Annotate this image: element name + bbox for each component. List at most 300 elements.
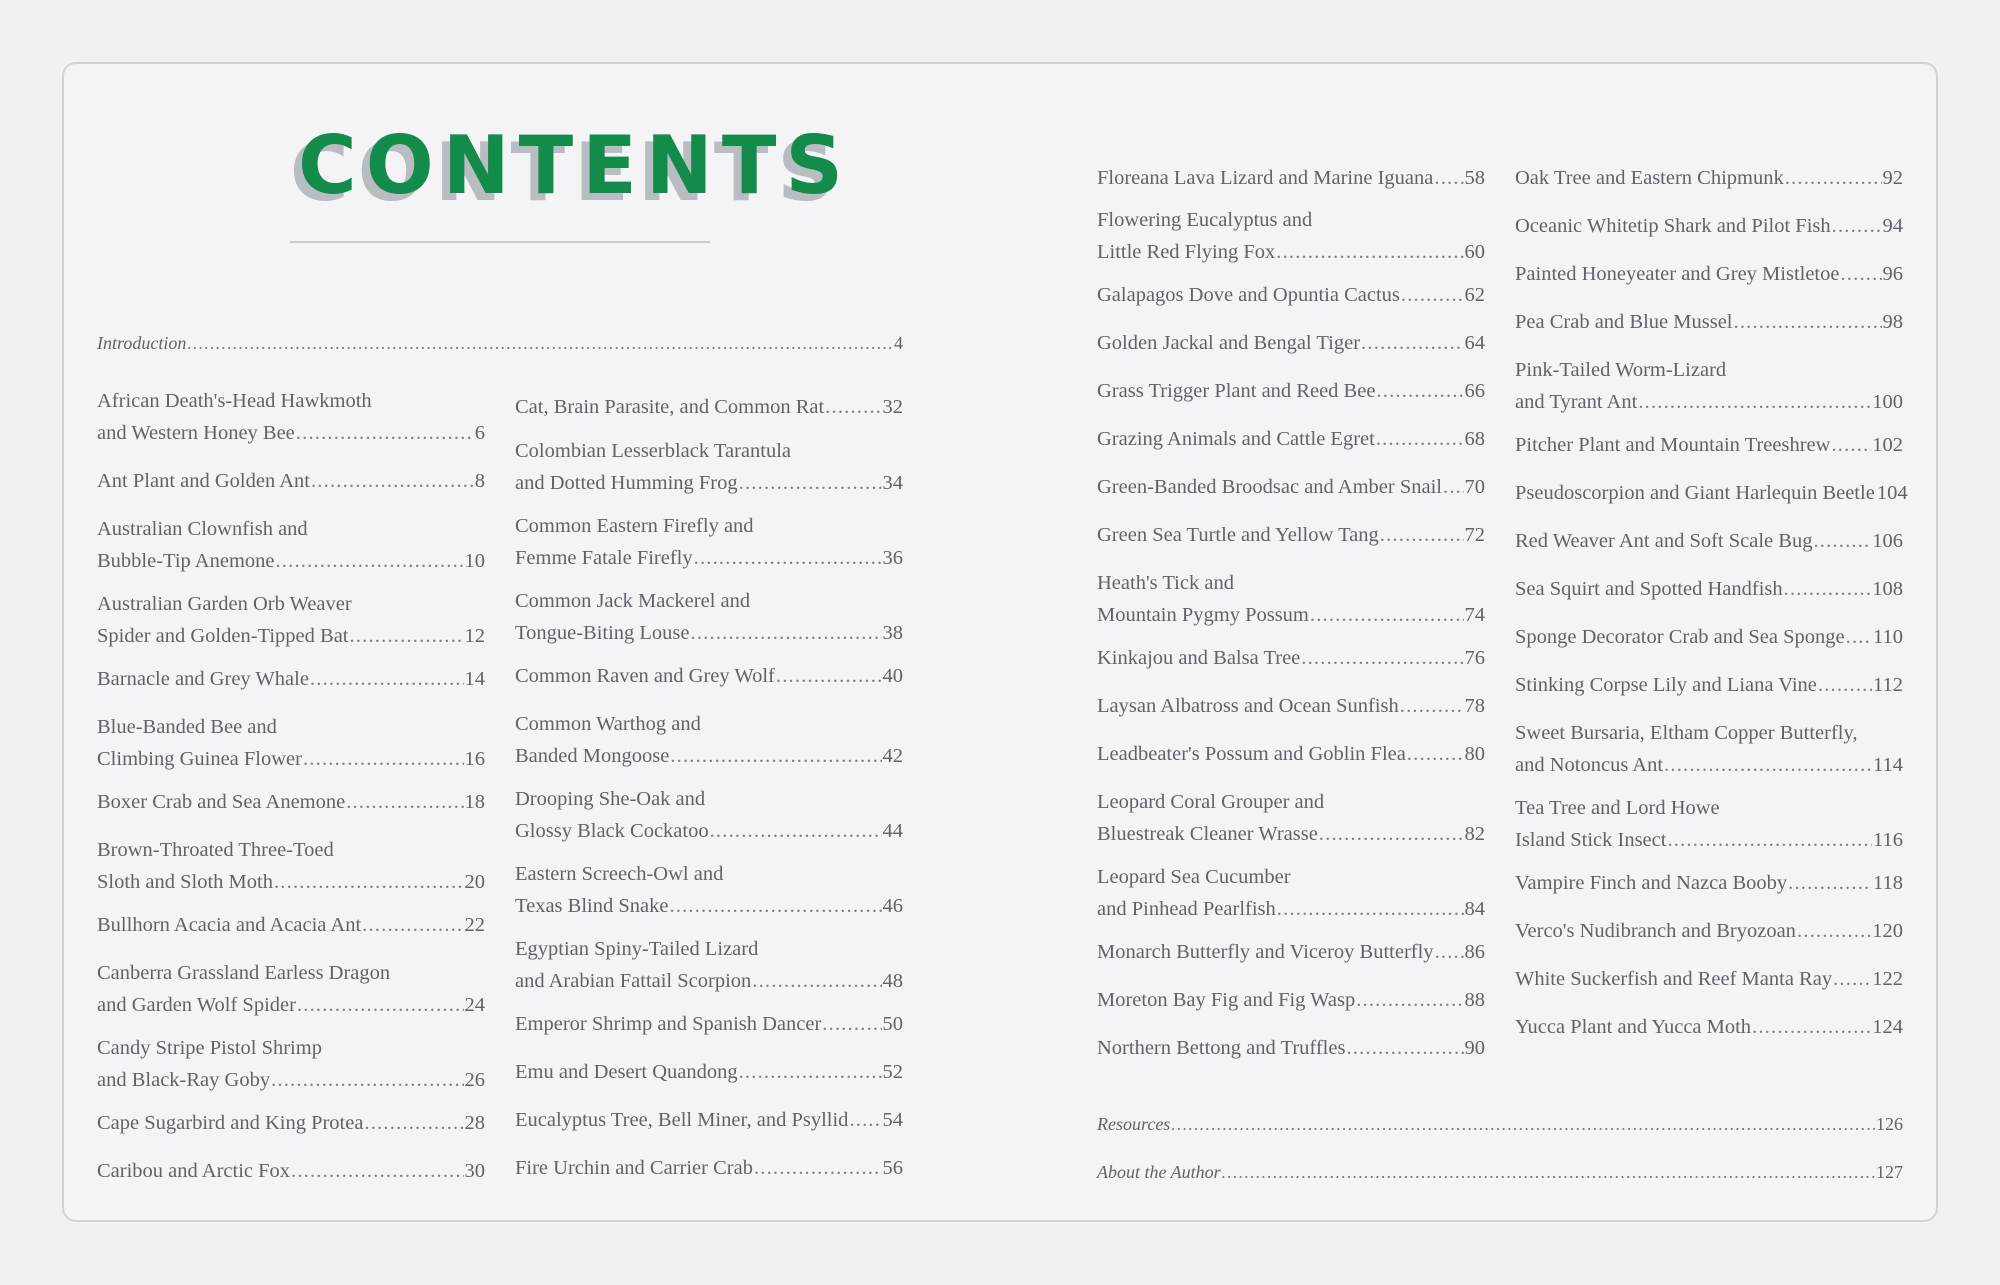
toc-entry-line [515, 391, 903, 423]
toc-entry[interactable] [1097, 786, 1485, 850]
entry-title-text: Australian Garden Orb Weaver [97, 593, 352, 615]
contents-column-2 [515, 385, 903, 1205]
toc-entry-line [1097, 423, 1485, 455]
toc-entry-line [97, 711, 485, 743]
toc-entry[interactable] [1097, 1156, 1903, 1188]
toc-entry[interactable] [1515, 354, 1903, 418]
toc-entry-line [97, 1064, 485, 1096]
toc-entry-line [1515, 963, 1903, 995]
toc-entry-line [515, 435, 903, 467]
toc-entry[interactable] [1515, 573, 1903, 605]
toc-entry-line [1097, 236, 1485, 268]
dot-leader [1846, 621, 1872, 653]
dot-leader [1346, 1032, 1463, 1064]
page-number: 70 [1464, 476, 1485, 498]
toc-entry-line [515, 890, 903, 922]
toc-entry-line [1515, 824, 1903, 856]
entry-title-text: and Western Honey Bee [97, 422, 295, 444]
page-number: 24 [464, 994, 485, 1016]
page-number: 126 [1876, 1114, 1903, 1134]
entry-title-text: Spider and Golden-Tipped Bat [97, 625, 349, 647]
page-number: 54 [882, 1109, 903, 1131]
entry-title-text: Leadbeater's Possum and Goblin Flea [1097, 743, 1406, 765]
entry-title-text: Yucca Plant and Yucca Moth [1515, 1016, 1752, 1038]
page-number: 66 [1464, 380, 1485, 402]
toc-entry[interactable] [1515, 306, 1903, 338]
toc-entry[interactable] [1515, 963, 1903, 995]
page-number: 10 [464, 550, 485, 572]
toc-entry-line [97, 989, 485, 1021]
toc-entry[interactable] [1097, 1108, 1903, 1140]
page-number: 78 [1464, 695, 1485, 717]
toc-entry[interactable] [1097, 738, 1485, 770]
dot-leader [1400, 690, 1464, 722]
entry-title-text: Australian Clownfish and [97, 518, 308, 540]
toc-entry[interactable] [1515, 525, 1903, 557]
entry-title-text: Bluestreak Cleaner Wrasse [1097, 823, 1318, 845]
entry-title-text: Colombian Lesserblack Tarantula [515, 440, 791, 462]
page-number: 80 [1464, 743, 1485, 765]
toc-entry-line [1097, 162, 1485, 194]
dot-leader [754, 1152, 882, 1184]
entry-title-text: Monarch Butterfly and Viceroy Butterfly [1097, 941, 1434, 963]
page-number: 96 [1882, 263, 1903, 285]
toc-entry[interactable] [515, 391, 903, 423]
toc-entry-line [1097, 567, 1485, 599]
toc-entry[interactable] [515, 585, 903, 649]
entry-title-text: Sea Squirt and Spotted Handfish [1515, 578, 1783, 600]
dot-leader [1276, 236, 1463, 268]
page-number: 36 [882, 547, 903, 569]
page-number: 100 [1872, 391, 1903, 413]
dot-leader [822, 1008, 881, 1040]
toc-entry[interactable] [1515, 621, 1903, 653]
entry-title-text: About the Author [1097, 1162, 1221, 1182]
entry-title-text: Drooping She-Oak and [515, 788, 706, 810]
toc-entry[interactable] [1097, 1032, 1485, 1064]
toc-entry-line [515, 467, 903, 499]
toc-entry[interactable] [1515, 477, 1908, 509]
dot-leader [1222, 1156, 1875, 1188]
toc-entry-line [1097, 690, 1485, 722]
dot-leader [1301, 642, 1463, 674]
page-number: 120 [1872, 920, 1903, 942]
toc-entry-line [1515, 386, 1903, 418]
toc-entry[interactable] [1097, 162, 1485, 194]
toc-entry[interactable] [1515, 915, 1903, 947]
dot-leader [297, 989, 464, 1021]
dot-leader [1356, 984, 1463, 1016]
dot-leader [274, 866, 464, 898]
toc-entry[interactable] [1097, 204, 1485, 268]
toc-entry-line [515, 965, 903, 997]
page-number: 8 [474, 470, 485, 492]
toc-entry-line [1097, 818, 1485, 850]
toc-entry-line [1097, 1156, 1903, 1188]
toc-entry-line [515, 815, 903, 847]
page-number: 72 [1464, 524, 1485, 546]
toc-entry-line [1097, 936, 1485, 968]
dot-leader [670, 740, 881, 772]
entry-title-text: Climbing Guinea Flower [97, 748, 302, 770]
toc-entry-line [1515, 749, 1903, 781]
toc-entry[interactable] [1097, 690, 1485, 722]
toc-entry[interactable] [97, 1032, 485, 1096]
entry-title-text: Northern Bettong and Truffles [1097, 1037, 1346, 1059]
entry-title-text: White Suckerfish and Reef Manta Ray [1515, 968, 1833, 990]
toc-entry[interactable] [1515, 717, 1903, 781]
dot-leader [710, 815, 882, 847]
entry-title-text: Bubble-Tip Anemone [97, 550, 275, 572]
toc-entry[interactable] [1097, 375, 1485, 407]
entry-title-text: Introduction [97, 333, 187, 353]
entry-title-text: Vampire Finch and Nazca Booby [1515, 872, 1788, 894]
page-number: 88 [1464, 989, 1485, 1011]
contents-column-4 [1515, 162, 1908, 1062]
toc-entry-line [515, 617, 903, 649]
dot-leader [271, 1064, 463, 1096]
toc-entry[interactable] [515, 708, 903, 772]
page-number: 68 [1464, 428, 1485, 450]
entry-title-text: Boxer Crab and Sea Anemone [97, 791, 346, 813]
entry-title-text: Pseudoscorpion and Giant Harlequin Beetle [1515, 482, 1875, 504]
entry-title-text: Painted Honeyeater and Grey Mistletoe [1515, 263, 1840, 285]
toc-entry[interactable] [97, 957, 485, 1021]
toc-entry[interactable] [1097, 327, 1485, 359]
page-number: 20 [464, 871, 485, 893]
toc-entry[interactable] [1097, 936, 1485, 968]
dot-leader [1376, 423, 1464, 455]
page-number: 106 [1872, 530, 1903, 552]
toc-entry-line [1097, 471, 1485, 503]
page-number: 4 [894, 333, 903, 353]
entry-title-text: Pea Crab and Blue Mussel [1515, 311, 1733, 333]
dot-leader [1797, 915, 1871, 947]
dot-leader [1319, 818, 1464, 850]
page-number: 32 [882, 396, 903, 418]
toc-entry[interactable] [1515, 867, 1903, 899]
toc-entry-line [1515, 354, 1903, 386]
page-number: 52 [882, 1061, 903, 1083]
page-number: 124 [1872, 1016, 1903, 1038]
toc-entry[interactable] [97, 1155, 485, 1187]
dot-leader [346, 786, 463, 818]
page-number: 48 [882, 970, 903, 992]
entry-title-text: Canberra Grassland Earless Dragon [97, 962, 391, 984]
page-number: 46 [882, 895, 903, 917]
dot-leader [825, 391, 881, 423]
dot-leader [291, 1155, 463, 1187]
entry-title-text: Grass Trigger Plant and Reed Bee [1097, 380, 1376, 402]
dot-leader [1788, 867, 1872, 899]
entry-title-text: and Garden Wolf Spider [97, 994, 296, 1016]
toc-entry[interactable] [515, 510, 903, 574]
entry-title-text: Candy Stripe Pistol Shrimp [97, 1037, 322, 1059]
toc-entry[interactable] [1097, 279, 1485, 311]
toc-entry[interactable] [1515, 210, 1903, 242]
toc-entry[interactable] [515, 933, 903, 997]
dot-leader [1310, 599, 1464, 631]
toc-entry[interactable] [97, 513, 485, 577]
toc-entry-line [97, 909, 485, 941]
page-number: 34 [882, 472, 903, 494]
entry-title-text: Common Jack Mackerel and [515, 590, 751, 612]
page-number: 38 [882, 622, 903, 644]
entry-title-text: Stinking Corpse Lily and Liana Vine [1515, 674, 1817, 696]
toc-entry[interactable] [97, 465, 485, 497]
toc-entry-line [97, 1107, 485, 1139]
toc-entry[interactable] [1097, 642, 1485, 674]
toc-entry[interactable] [515, 660, 903, 692]
toc-entry-line [515, 708, 903, 740]
dot-leader [1434, 162, 1463, 194]
toc-entry-line [1097, 642, 1485, 674]
entry-title-text: Mountain Pygmy Possum [1097, 604, 1309, 626]
page-number: 6 [474, 422, 485, 444]
page-number: 22 [464, 914, 485, 936]
dot-leader [1277, 893, 1464, 925]
contents-title: CONTENTS [298, 119, 853, 212]
dot-leader [296, 417, 474, 449]
entry-title-text: Little Red Flying Fox [1097, 241, 1276, 263]
entry-title-text: Fire Urchin and Carrier Crab [515, 1157, 753, 1179]
toc-entry[interactable] [1097, 984, 1485, 1016]
page-number: 30 [464, 1160, 485, 1182]
dot-leader [1664, 749, 1872, 781]
entry-title-text: Island Stick Insect [1515, 829, 1667, 851]
toc-entry[interactable] [515, 783, 903, 847]
toc-entry-line [515, 542, 903, 574]
toc-entry-line [97, 786, 485, 818]
entry-title-text: and Pinhead Pearlfish [1097, 898, 1276, 920]
toc-entry-line [1097, 327, 1485, 359]
toc-entry-line [1515, 717, 1903, 749]
entry-title-text: Sponge Decorator Crab and Sea Sponge [1515, 626, 1845, 648]
title-divider [290, 241, 710, 243]
page-number: 50 [882, 1013, 903, 1035]
entry-title-text: and Tyrant Ant [1515, 391, 1638, 413]
toc-entry-line [1097, 519, 1485, 551]
toc-entry[interactable] [515, 1008, 903, 1040]
entry-title-text: Blue-Banded Bee and [97, 716, 277, 738]
page-number: 26 [464, 1069, 485, 1091]
toc-entry[interactable] [1097, 423, 1485, 455]
toc-entry[interactable] [97, 1107, 485, 1139]
entry-title-text: Common Warthog and [515, 713, 701, 735]
entry-title-text: Galapagos Dove and Opuntia Cactus [1097, 284, 1400, 306]
toc-entry[interactable] [1515, 429, 1903, 461]
entry-title-text: and Black-Ray Goby [97, 1069, 271, 1091]
dot-leader [362, 909, 463, 941]
dot-leader [187, 327, 893, 359]
dot-leader [1443, 471, 1464, 503]
toc-entry[interactable] [1515, 162, 1903, 194]
toc-entry-line [1515, 162, 1903, 194]
dot-leader [1171, 1108, 1875, 1140]
page-number: 108 [1872, 578, 1903, 600]
toc-entry-line [515, 858, 903, 890]
toc-entry[interactable] [97, 663, 485, 695]
toc-entry-line [1097, 738, 1485, 770]
page-number: 12 [464, 625, 485, 647]
page-number: 18 [464, 791, 485, 813]
dot-leader [1407, 738, 1464, 770]
page-number: 110 [1873, 626, 1903, 648]
toc-entry[interactable] [515, 1152, 903, 1184]
toc-entry[interactable] [97, 588, 485, 652]
toc-entry-line [1515, 573, 1903, 605]
page-number: 122 [1872, 968, 1903, 990]
toc-entry[interactable] [1097, 567, 1485, 631]
toc-entry[interactable] [515, 1056, 903, 1088]
toc-entry[interactable] [97, 834, 485, 898]
dot-leader [311, 465, 474, 497]
toc-entry-line [1515, 306, 1903, 338]
entry-title-text: Pitcher Plant and Mountain Treeshrew [1515, 434, 1831, 456]
page-number: 16 [464, 748, 485, 770]
entry-title-text: Femme Fatale Firefly [515, 547, 693, 569]
toc-entry-line [1097, 984, 1485, 1016]
dot-leader [275, 545, 463, 577]
toc-entry-line [97, 327, 903, 359]
entry-title-text: Resources [1097, 1114, 1171, 1134]
entry-title-text: Leopard Coral Grouper and [1097, 791, 1325, 813]
page-number: 82 [1464, 823, 1485, 845]
toc-entry-line [515, 510, 903, 542]
toc-entry-line [97, 513, 485, 545]
entry-title-text: Glossy Black Cockatoo [515, 820, 709, 842]
page-number: 28 [464, 1112, 485, 1134]
dot-leader [1840, 258, 1881, 290]
contents-column-1 [97, 385, 485, 1205]
toc-entry-line [97, 1155, 485, 1187]
page-number: 40 [882, 665, 903, 687]
entry-title-text: Banded Mongoose [515, 745, 670, 767]
dot-leader [694, 542, 882, 574]
toc-entry[interactable] [515, 435, 903, 499]
contents-column-3 [1097, 162, 1485, 1062]
dot-leader [669, 890, 881, 922]
page-number: 102 [1872, 434, 1903, 456]
dot-leader [1667, 824, 1872, 856]
dot-leader [350, 620, 464, 652]
entry-title-text: Cape Sugarbird and King Protea [97, 1112, 364, 1134]
entry-title-text: Red Weaver Ant and Soft Scale Bug [1515, 530, 1813, 552]
toc-entry-line [515, 1008, 903, 1040]
dot-leader [1818, 669, 1872, 701]
entry-title-text: Golden Jackal and Bengal Tiger [1097, 332, 1361, 354]
toc-entry-line [1515, 477, 1908, 509]
toc-entry-line [97, 957, 485, 989]
entry-title-text: Flowering Eucalyptus and [1097, 209, 1313, 231]
dot-leader [310, 663, 464, 695]
toc-entry[interactable] [1097, 861, 1485, 925]
page-number: 90 [1464, 1037, 1485, 1059]
toc-entry-line [1515, 258, 1903, 290]
dot-leader [1361, 327, 1463, 359]
page-number: 44 [882, 820, 903, 842]
dot-leader [1734, 306, 1882, 338]
entry-title-text: Oak Tree and Eastern Chipmunk [1515, 167, 1784, 189]
toc-entry-line [1097, 279, 1485, 311]
toc-entry-line [1097, 861, 1485, 893]
entry-title-text: Egyptian Spiny-Tailed Lizard [515, 938, 759, 960]
toc-entry-line [1097, 893, 1485, 925]
toc-entry-line [1515, 525, 1903, 557]
entry-title-text: Green Sea Turtle and Yellow Tang [1097, 524, 1379, 546]
toc-entry-line [515, 1152, 903, 1184]
toc-entry[interactable] [97, 786, 485, 818]
entry-title-text: and Notoncus Ant [1515, 754, 1664, 776]
toc-entry[interactable] [97, 711, 485, 775]
entry-title-text: Tongue-Biting Louse [515, 622, 690, 644]
toc-entry-line [97, 465, 485, 497]
page-number: 116 [1873, 829, 1903, 851]
entry-title-text: Floreana Lava Lizard and Marine Iguana [1097, 167, 1434, 189]
toc-entry[interactable] [515, 858, 903, 922]
dot-leader [1831, 429, 1871, 461]
dot-leader [1752, 1011, 1871, 1043]
entry-title-text: and Arabian Fattail Scorpion [515, 970, 752, 992]
toc-entry-line [97, 417, 485, 449]
toc-entry-line [97, 385, 485, 417]
page-number: 64 [1464, 332, 1485, 354]
toc-entry[interactable] [97, 385, 485, 449]
toc-entry-line [1097, 1108, 1903, 1140]
page-number: 84 [1464, 898, 1485, 920]
toc-entry[interactable] [1515, 1011, 1903, 1043]
toc-entry-line [515, 585, 903, 617]
toc-entry[interactable] [1097, 471, 1485, 503]
toc-entry[interactable] [1515, 258, 1903, 290]
entry-title-text: and Dotted Humming Frog [515, 472, 738, 494]
dot-leader [849, 1104, 881, 1136]
toc-entry[interactable] [1515, 669, 1903, 701]
toc-entry[interactable] [1515, 792, 1903, 856]
entry-title-text: Cat, Brain Parasite, and Common Rat [515, 396, 825, 418]
entry-title-text: African Death's-Head Hawkmoth [97, 390, 372, 412]
toc-entry-line [515, 740, 903, 772]
entry-title-text: Bullhorn Acacia and Acacia Ant [97, 914, 362, 936]
toc-entry[interactable] [97, 909, 485, 941]
back-matter [1097, 1108, 1903, 1198]
toc-entry-line [515, 783, 903, 815]
entry-title-text: Ant Plant and Golden Ant [97, 470, 310, 492]
toc-entry[interactable] [1097, 519, 1485, 551]
dot-leader [364, 1107, 463, 1139]
entry-title-text: Moreton Bay Fig and Fig Wasp [1097, 989, 1356, 1011]
page-number: 104 [1876, 482, 1908, 504]
page-number: 112 [1873, 674, 1903, 696]
dot-leader [752, 965, 881, 997]
entry-title-text: Texas Blind Snake [515, 895, 669, 917]
page-number: 127 [1876, 1162, 1903, 1182]
toc-entry[interactable] [515, 1104, 903, 1136]
page-number: 118 [1873, 872, 1903, 894]
dot-leader [776, 660, 882, 692]
toc-entry-line [97, 663, 485, 695]
page-number: 86 [1464, 941, 1485, 963]
dot-leader [1380, 519, 1464, 551]
page-number: 74 [1464, 604, 1485, 626]
toc-entry-line [1515, 429, 1903, 461]
entry-title-text: Heath's Tick and [1097, 572, 1234, 594]
toc-entry-line [97, 743, 485, 775]
toc-entry[interactable] [97, 327, 903, 359]
toc-entry-line [515, 660, 903, 692]
toc-entry-line [515, 1056, 903, 1088]
toc-entry-line [1515, 621, 1903, 653]
